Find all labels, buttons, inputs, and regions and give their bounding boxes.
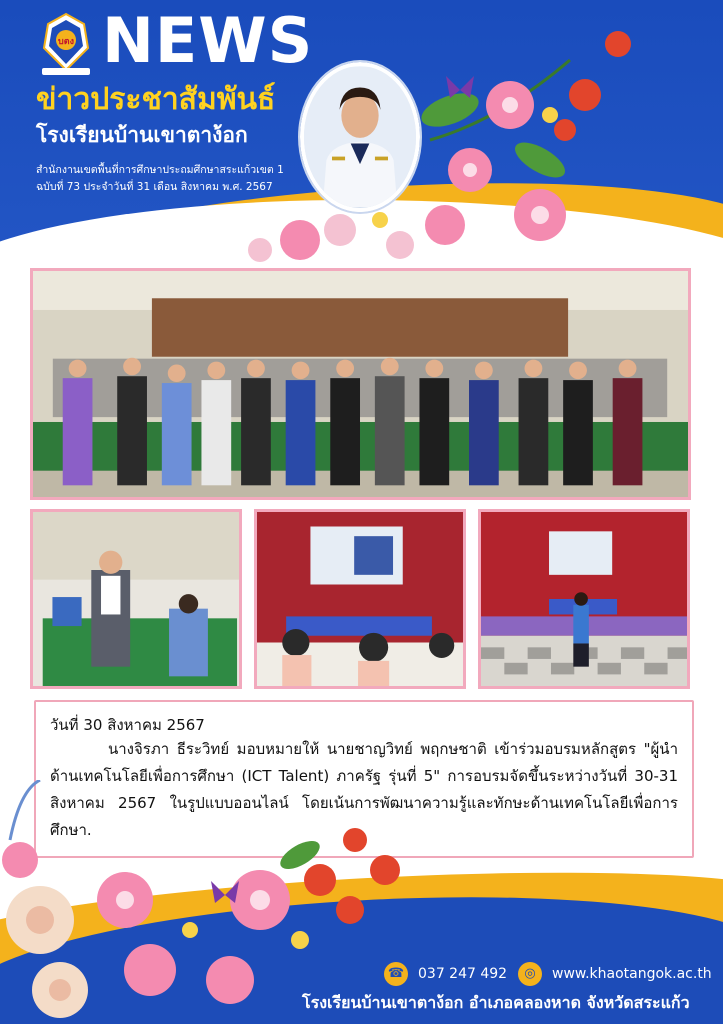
stage-photo <box>478 509 690 689</box>
flower-decoration-bottom <box>0 780 420 1024</box>
svg-text:บตง: บตง <box>58 37 74 47</box>
article-date: วันที่ 30 สิงหาคม 2567 <box>50 716 205 734</box>
phone-number: 037 247 492 <box>418 966 508 982</box>
globe-icon: ◎ <box>518 962 542 986</box>
meeting-room-photo <box>254 509 466 689</box>
footer-address: โรงเรียนบ้านเขาตาง้อก อำเภอคลองหาด จังหวัดสระแก้ว <box>302 993 690 1012</box>
office-line: สำนักงานเขตพื้นที่การศึกษาประถมศึกษาสระแก้วเขต 1 <box>36 164 284 176</box>
article-body: นางจิรภา ธีระวิทย์ มอบหมายให้ นายชาญวิทย์ พฤกษชาติ เข้าร่วมอบรมหลักสูตร "ผู้นำด้านเทคโนโลยีเพื่อการศึกษา (ICT Talent) ภาครัฐ รุ่นที่ 5" การอบรมจัดขึ้นระหว่างวันที่ 30-31 สิงหาคม 2567 ในรูปแบบออนไลน์ โดยเน้นการพัฒนาความรู้และทักษะด้านเทคโนโลยีเพื่อการศึกษา. <box>50 740 678 839</box>
issue-line: ฉบับที่ 73 ประจำวันที่ 31 เดือน สิงหาคม พ.ศ. 2567 <box>36 181 273 193</box>
website-url: www.khaotangok.ac.th <box>552 966 712 982</box>
footer-phone[interactable] <box>384 962 507 986</box>
group-photo <box>30 268 691 500</box>
news-heading: NEWS <box>102 4 314 77</box>
page-title: ข่าวประชาสัมพันธ์ <box>36 82 276 117</box>
school-logo <box>38 12 94 76</box>
footer-website[interactable] <box>518 962 712 986</box>
flower-decoration-top <box>240 30 640 270</box>
phone-icon: ☎ <box>384 962 408 986</box>
classroom-photo <box>30 509 242 689</box>
school-name: โรงเรียนบ้านเขาตาง้อก <box>36 123 248 147</box>
